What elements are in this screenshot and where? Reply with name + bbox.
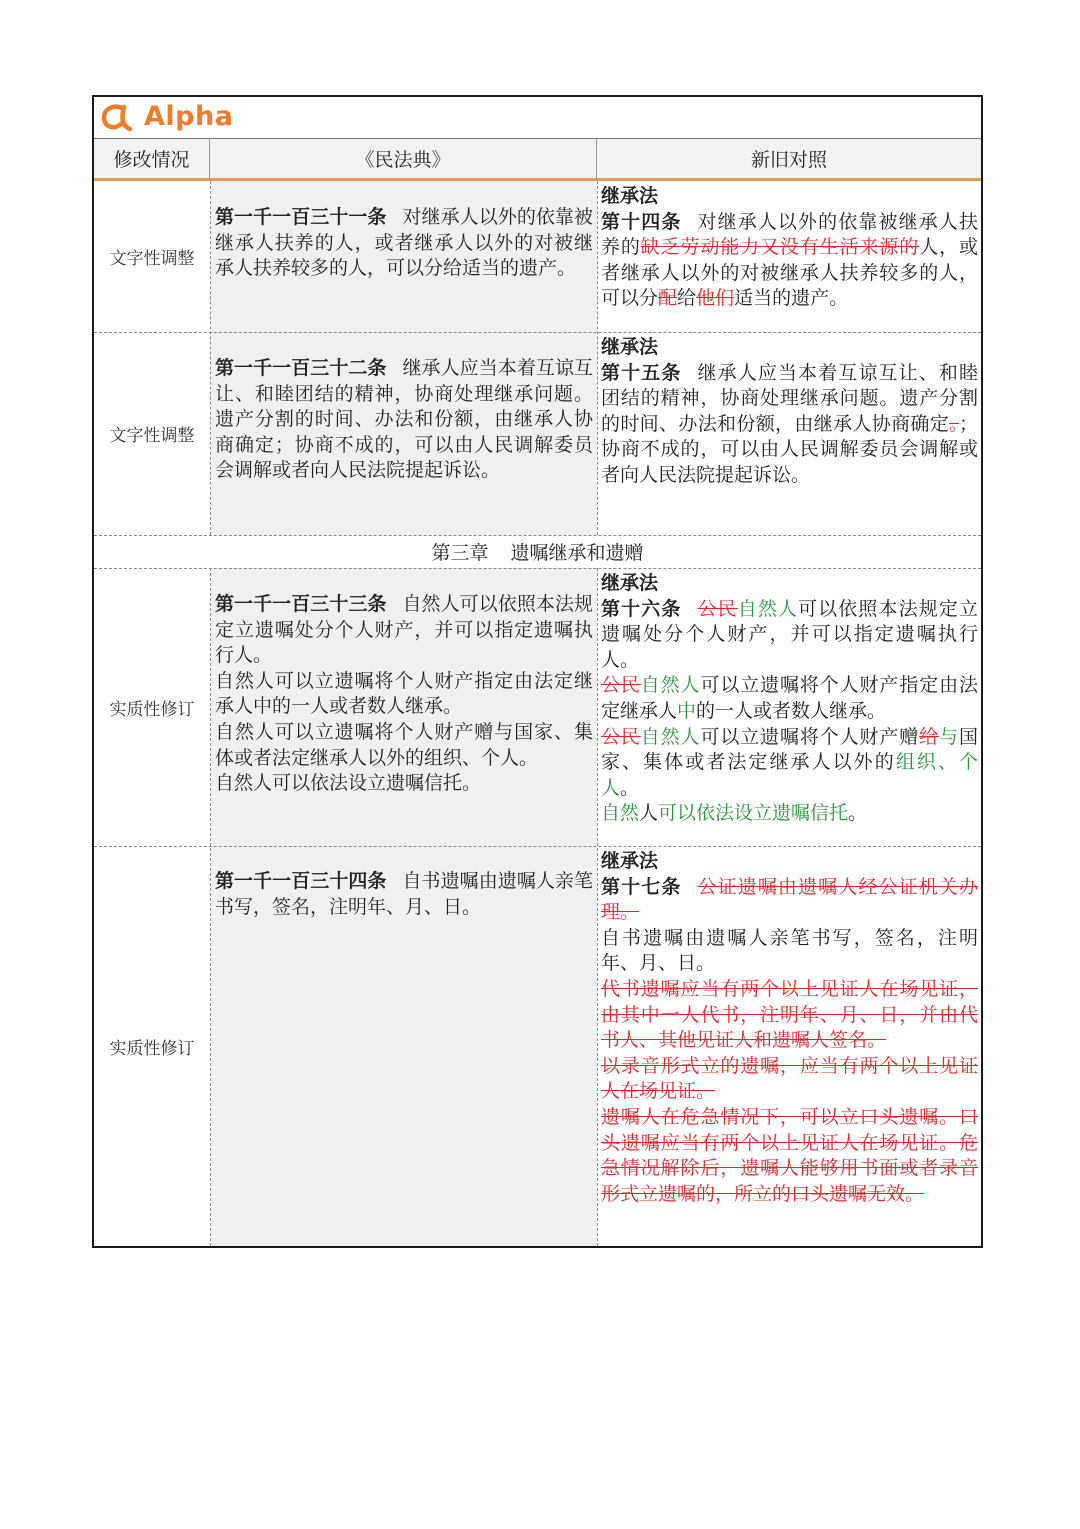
text-segment: ；协商不成的，可以由人民调解委员会调解或者向人民法院提起诉讼。	[601, 412, 978, 486]
old-article-paragraph	[601, 673, 978, 724]
article-number: 第一千一百三十二条	[215, 357, 387, 379]
added-text: 自然	[601, 802, 640, 825]
change-type-cell: 文字性调整	[109, 249, 195, 269]
deleted-text: 配	[658, 287, 678, 310]
added-text: 自然人	[640, 674, 701, 697]
row-divider	[94, 332, 981, 333]
old-law-article	[601, 849, 978, 1207]
text-segment: 国家、集体或者法定继承人以外的	[601, 725, 978, 774]
article-text: 对继承人以外的依靠被继承人扶养的人，或者继承人以外的对被继承人扶养较多的人，可以分给适当的遗产。	[215, 206, 593, 280]
text-segment: 。	[848, 802, 868, 825]
header-civil-code: 《民法典》	[210, 139, 597, 181]
old-article-paragraph	[601, 801, 978, 827]
deleted-text: 公民	[601, 674, 641, 697]
text-segment: 适当的遗产。	[734, 287, 849, 310]
added-text: 与	[939, 725, 959, 748]
deleted-text: 公民	[601, 725, 641, 748]
added-text: 自然人	[737, 597, 799, 620]
header-change-type: 修改情况	[94, 139, 210, 181]
text-segment: 自书遗嘱由遗嘱人亲笔书写，签名，注明年、月、日。	[601, 926, 978, 975]
old-article-paragraph	[601, 977, 978, 1054]
article-number: 第一千一百三十四条	[215, 870, 387, 892]
deleted-text: 他们	[696, 287, 735, 310]
old-law-article	[601, 335, 978, 489]
alpha-logo-icon	[100, 104, 134, 132]
chapter-heading	[94, 535, 981, 568]
old-law-article	[601, 571, 978, 827]
text-segment: 人	[639, 802, 659, 825]
old-law-name: 继承法	[601, 572, 659, 594]
change-type-cell: 实质性修订	[109, 699, 195, 720]
text-segment: 可以立遗嘱将个人财产指定由法定继承人	[601, 674, 978, 722]
old-article-body	[601, 210, 978, 312]
col-divider	[597, 181, 598, 535]
old-article-number: 第十五条	[601, 361, 682, 384]
chapter-number: 第三章	[431, 542, 489, 564]
civil-code-article	[215, 356, 593, 484]
change-type-cell: 实质性修订	[109, 1038, 195, 1059]
deleted-text: 公民	[697, 597, 738, 620]
text-segment: 给	[677, 287, 697, 310]
civil-code-article	[215, 205, 593, 282]
article-paragraph: 自然人可以立遗嘱将个人财产指定由法定继承人中的一人或者数人继承。	[215, 669, 593, 718]
old-law-name: 继承法	[601, 850, 659, 872]
deleted-text: 给	[919, 725, 940, 748]
old-article-paragraph	[601, 1054, 978, 1105]
article-paragraph: 自然人可以依法设立遗嘱信托。	[215, 772, 482, 795]
deleted-text: 公证遗嘱由遗嘱人经公证机关办理。	[601, 875, 978, 924]
change-type-cell: 文字性调整	[109, 426, 195, 446]
article-number: 第一千一百三十三条	[215, 593, 387, 615]
text-segment: 。	[620, 776, 640, 799]
old-article-body	[601, 597, 978, 674]
text-segment: 可以依照本法规定立遗嘱处分个人财产，并可以指定遗嘱执行人。	[601, 597, 978, 671]
old-law-article	[601, 184, 978, 312]
header-old-new: 新旧对照	[597, 139, 981, 181]
article-text: 自然人可以依照本法规定立遗嘱处分个人财产，并可以指定遗嘱执行人。	[215, 593, 593, 667]
added-text: 自然人	[640, 725, 701, 748]
added-text: 中	[677, 699, 697, 722]
chapter-title: 遗嘱继承和遗赠	[510, 542, 644, 564]
deleted-text: 代书遗嘱应当有两个以上见证人在场见证，由其中一人代书，注明年、月、日，并由代书人、其他见证人和遗嘱人签名。	[601, 977, 978, 1052]
comparison-table	[92, 95, 983, 1248]
civil-code-article	[215, 869, 593, 920]
old-article-number: 第十七条	[601, 875, 682, 898]
article-number: 第一千一百三十一条	[215, 206, 387, 228]
deleted-text: 以录音形式立的遗嘱，应当有两个以上见证人在场见证。	[601, 1054, 978, 1103]
text-segment: 的一人或者数人继承。	[696, 699, 887, 722]
civil-code-article	[215, 592, 593, 797]
added-text: 可以依法设立遗嘱信托	[658, 802, 849, 825]
row-divider	[94, 568, 981, 569]
article-text: 自书遗嘱由遗嘱人亲笔书写，签名，注明年、月、日。	[215, 870, 593, 918]
article-paragraph: 自然人可以立遗嘱将个人财产赠与国家、集体或者法定继承人以外的组织、个人。	[215, 720, 593, 769]
old-article-body	[601, 361, 978, 489]
text-segment: 继承人应当本着互谅互让、和睦团结的精神，协商处理继承问题。遗产分割的时间、办法和份额，由继承人协商确定	[601, 361, 978, 435]
col-divider	[597, 568, 598, 1246]
old-law-name: 继承法	[601, 336, 659, 358]
brand-name: Alpha	[144, 101, 234, 132]
old-article-paragraph	[601, 1105, 978, 1207]
text-segment: 可以立遗嘱将个人财产赠	[700, 725, 920, 748]
text-segment: 人，或者继承人以外的对被继承人扶养较多的人，可以分	[601, 236, 978, 310]
old-article-number: 第十四条	[601, 210, 682, 233]
added-text: 组织、个人	[601, 751, 978, 799]
row-divider	[94, 846, 981, 847]
brand-bar	[94, 97, 981, 139]
col-divider	[210, 568, 211, 1246]
article-text: 继承人应当本着互谅互让、和睦团结的精神，协商处理继承问题。遗产分割的时间、办法和份额，由继承人协商确定；协商不成的，可以由人民调解委员会调解或者向人民法院提起诉讼。	[215, 357, 593, 482]
deleted-text: 缺乏劳动能力又没有生活来源的	[640, 236, 920, 259]
old-article-paragraph	[601, 725, 978, 802]
old-article-body	[601, 875, 978, 926]
deleted-text: 遗嘱人在危急情况下，可以立口头遗嘱。口头遗嘱应当有两个以上见证人在场见证。危急情况解除后，遗嘱人能够用书面或者录音形式立遗嘱的，所立的口头遗嘱无效。	[601, 1105, 978, 1205]
deleted-text: 。	[949, 412, 959, 435]
text-segment: 对继承人以外的依靠被继承人扶养的	[601, 210, 978, 259]
old-law-name: 继承法	[601, 185, 659, 207]
old-article-number: 第十六条	[601, 597, 682, 620]
col-divider	[210, 181, 211, 535]
old-article-paragraph	[601, 926, 978, 977]
